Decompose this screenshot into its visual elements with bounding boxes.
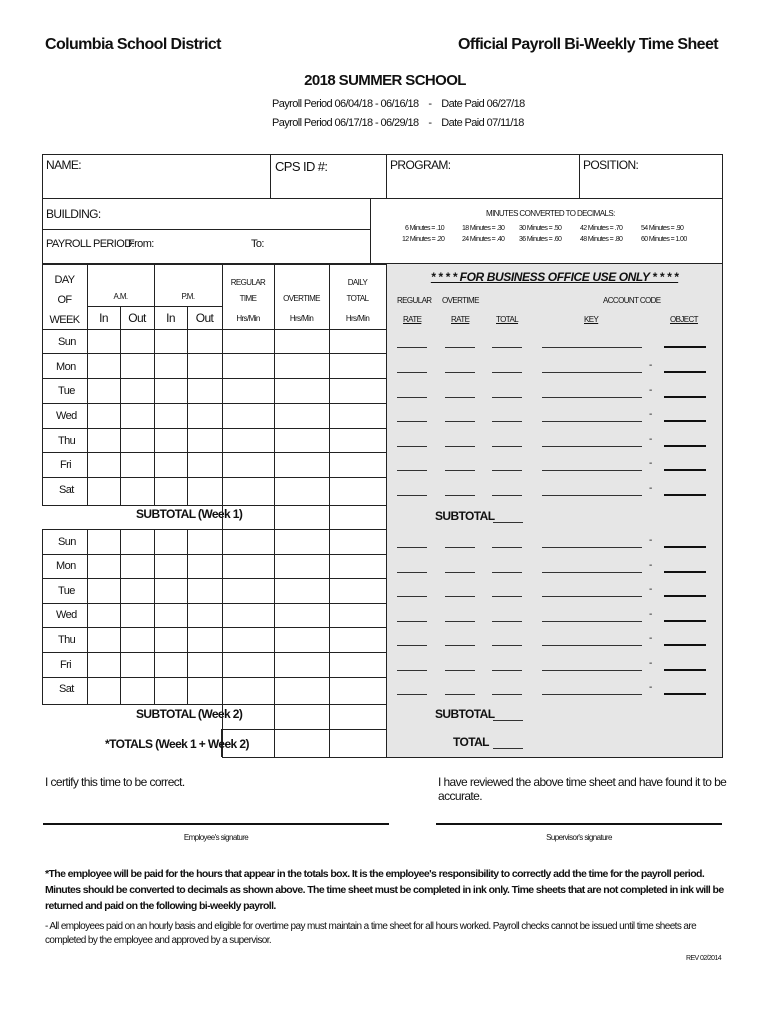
office-object-line[interactable] bbox=[664, 620, 706, 622]
office-overtime-header: OVERTIME bbox=[442, 296, 479, 305]
minutes-30: 30 Minutes = .50 bbox=[519, 225, 562, 232]
grid-line bbox=[87, 306, 222, 307]
header-am-in: In bbox=[99, 311, 108, 325]
minutes-48: 48 Minutes = .80 bbox=[580, 236, 623, 243]
header-of: OF bbox=[57, 294, 72, 306]
office-grand-total-line[interactable] bbox=[493, 748, 523, 749]
office-key-line[interactable] bbox=[542, 421, 642, 422]
reviewed-text: I have reviewed the above time sheet and have found it to be accurate. bbox=[438, 775, 727, 803]
office-regular-rate-line[interactable] bbox=[397, 446, 427, 447]
grid-line bbox=[222, 729, 386, 730]
header-hrsmin-regular: Hrs/Min bbox=[236, 314, 260, 323]
office-total-line[interactable] bbox=[492, 694, 522, 695]
subtotal-week2-label: SUBTOTAL (Week 2) bbox=[136, 707, 243, 721]
totals-label: *TOTALS (Week 1 + Week 2) bbox=[105, 737, 249, 751]
office-key-line[interactable] bbox=[542, 372, 642, 373]
office-object-line[interactable] bbox=[664, 644, 706, 646]
program-field[interactable]: PROGRAM: bbox=[390, 158, 451, 172]
payroll-period-1: Payroll Period 06/04/18 - 06/16/18 - Date Paid 06/27/18 bbox=[272, 98, 525, 110]
minutes-18: 18 Minutes = .30 bbox=[462, 225, 505, 232]
subtotal-week1-label: SUBTOTAL (Week 1) bbox=[136, 507, 243, 521]
header-regular: REGULAR bbox=[230, 278, 266, 287]
w1-day-sat: Sat bbox=[59, 484, 74, 496]
grid-line bbox=[42, 477, 386, 478]
office-key-dash: - bbox=[649, 633, 652, 644]
grid-line bbox=[222, 757, 386, 758]
grid-line bbox=[42, 264, 386, 265]
from-field[interactable]: From: bbox=[128, 238, 154, 250]
payroll-period-label: PAYROLL PERIOD: bbox=[46, 238, 134, 250]
name-field[interactable]: NAME: bbox=[46, 158, 82, 172]
office-rate-overtime: RATE bbox=[451, 315, 470, 324]
office-use-title-text: * * * * FOR BUSINESS OFFICE USE ONLY * * * * bbox=[430, 270, 679, 284]
grid-line bbox=[386, 264, 387, 758]
office-object-line[interactable] bbox=[664, 420, 706, 422]
office-key-dash: - bbox=[649, 385, 652, 396]
header-pm-out: Out bbox=[195, 311, 214, 325]
employee-signature-label: Employee's signature bbox=[183, 833, 249, 842]
office-object-line[interactable] bbox=[664, 595, 706, 597]
office-key-dash: - bbox=[649, 483, 652, 494]
office-subtotal-week2-line[interactable] bbox=[493, 720, 523, 721]
minutes-36: 36 Minutes = .60 bbox=[519, 236, 562, 243]
office-key-dash: - bbox=[649, 434, 652, 445]
office-key-line[interactable] bbox=[542, 470, 642, 471]
office-total-line[interactable] bbox=[492, 547, 522, 548]
office-overtime-rate-line[interactable] bbox=[445, 694, 475, 695]
header-am: A.M. bbox=[113, 292, 128, 301]
w1-day-mon: Mon bbox=[56, 361, 76, 373]
employee-signature-line[interactable] bbox=[43, 823, 389, 825]
office-regular-header: REGULAR bbox=[397, 296, 432, 305]
grid-line bbox=[187, 306, 188, 505]
grid-line bbox=[120, 306, 121, 505]
w1-day-fri: Fri bbox=[60, 459, 72, 471]
office-overtime-rate-line[interactable] bbox=[445, 621, 475, 622]
w2-day-tue: Tue bbox=[58, 585, 75, 597]
note-totals: *The employee will be paid for the hours that appear in the totals box. It is the employee's responsibility to correctly add the time for the payroll period. Minutes should be converted to decimals as shown above. The time sheet must be completed in ink only. Time sheets that are not completed in ink will be returned and paid on the following bi-weekly payroll. bbox=[45, 868, 724, 912]
office-subtotal-week1-line[interactable] bbox=[493, 522, 523, 523]
office-key-dash: - bbox=[649, 560, 652, 571]
office-overtime-rate-line[interactable] bbox=[445, 446, 475, 447]
header-total: TOTAL bbox=[346, 294, 369, 303]
office-overtime-rate-line[interactable] bbox=[445, 397, 475, 398]
grid-line bbox=[120, 529, 121, 704]
note-hourly-employees: - All employees paid on an hourly basis and eligible for overtime pay must maintain a time sheet for all hours worked. Payroll checks cannot be issued until time sheets are completed by the employee and approved by a supervisor. bbox=[45, 921, 697, 946]
office-key-dash: - bbox=[649, 584, 652, 595]
w2-day-fri: Fri bbox=[60, 659, 72, 671]
office-key-line[interactable] bbox=[542, 694, 642, 695]
grid-line bbox=[329, 529, 330, 704]
office-key-header: KEY bbox=[584, 315, 599, 324]
grid-line bbox=[222, 529, 223, 704]
minutes-42: 42 Minutes = .70 bbox=[580, 225, 623, 232]
grid-line bbox=[42, 704, 386, 705]
office-overtime-rate-line[interactable] bbox=[445, 421, 475, 422]
office-key-dash: - bbox=[649, 535, 652, 546]
building-field[interactable]: BUILDING: bbox=[46, 207, 101, 221]
grid-line bbox=[42, 329, 386, 330]
office-rate-regular: RATE bbox=[403, 315, 422, 324]
header-hrsmin-daily: Hrs/Min bbox=[345, 314, 370, 323]
office-key-line[interactable] bbox=[542, 347, 642, 348]
form-title: Official Payroll Bi-Weekly Time Sheet bbox=[458, 36, 718, 53]
office-key-dash: - bbox=[649, 658, 652, 669]
grid-line bbox=[154, 529, 155, 704]
grid-line bbox=[187, 529, 188, 704]
minutes-6: 6 Minutes = .10 bbox=[405, 225, 445, 232]
office-key-dash: - bbox=[649, 360, 652, 371]
header-hrsmin-overtime: Hrs/Min bbox=[289, 314, 314, 323]
office-overtime-rate-line[interactable] bbox=[445, 572, 475, 573]
w1-day-tue: Tue bbox=[58, 385, 75, 397]
office-object-line[interactable] bbox=[664, 346, 706, 348]
office-overtime-rate-line[interactable] bbox=[445, 372, 475, 373]
office-overtime-rate-line[interactable] bbox=[445, 670, 475, 671]
office-total-line[interactable] bbox=[492, 621, 522, 622]
minutes-60: 60 Minutes = 1.00 bbox=[641, 236, 687, 243]
grid-line bbox=[329, 704, 330, 758]
office-total-line[interactable] bbox=[492, 645, 522, 646]
office-regular-rate-line[interactable] bbox=[397, 421, 427, 422]
office-key-line[interactable] bbox=[542, 621, 642, 622]
to-field[interactable]: To: bbox=[251, 238, 264, 250]
office-subtotal-week1: SUBTOTAL bbox=[435, 509, 495, 523]
revision-label: REV 02/2014 bbox=[686, 955, 722, 962]
header-overtime: OVERTIME bbox=[283, 294, 320, 303]
header-pm: P.M. bbox=[181, 292, 195, 301]
office-regular-rate-line[interactable] bbox=[397, 397, 427, 398]
grid-line bbox=[42, 378, 386, 379]
office-regular-rate-line[interactable] bbox=[397, 596, 427, 597]
grid-line bbox=[42, 353, 386, 354]
grid-line bbox=[329, 505, 330, 529]
office-key-dash: - bbox=[649, 409, 652, 420]
grid-line bbox=[42, 578, 386, 579]
grid-line bbox=[42, 505, 386, 506]
office-total-line[interactable] bbox=[492, 495, 522, 496]
grid-line bbox=[222, 529, 386, 530]
office-key-line[interactable] bbox=[542, 645, 642, 646]
office-total-line[interactable] bbox=[492, 347, 522, 348]
w2-day-sat: Sat bbox=[59, 683, 74, 695]
district-name: Columbia School District bbox=[45, 36, 221, 53]
w2-day-wed: Wed bbox=[56, 609, 77, 621]
office-regular-rate-line[interactable] bbox=[397, 372, 427, 373]
w1-day-thu: Thu bbox=[58, 435, 76, 447]
office-object-header: OBJECT bbox=[670, 315, 698, 324]
header-pm-in: In bbox=[166, 311, 175, 325]
office-key-line[interactable] bbox=[542, 572, 642, 573]
office-subtotal-week2: SUBTOTAL bbox=[435, 707, 495, 721]
office-object-line[interactable] bbox=[664, 396, 706, 398]
office-key-dash: - bbox=[649, 682, 652, 693]
office-total-line[interactable] bbox=[492, 572, 522, 573]
office-overtime-rate-line[interactable] bbox=[445, 596, 475, 597]
grid-line bbox=[87, 529, 88, 704]
header-day: DAY bbox=[54, 274, 75, 286]
office-total-line[interactable] bbox=[492, 596, 522, 597]
minutes-title: MINUTES CONVERTED TO DECIMALS: bbox=[486, 209, 615, 218]
office-regular-rate-line[interactable] bbox=[397, 495, 427, 496]
office-total-line[interactable] bbox=[492, 446, 522, 447]
office-key-dash: - bbox=[649, 609, 652, 620]
office-regular-rate-line[interactable] bbox=[397, 547, 427, 548]
office-regular-rate-line[interactable] bbox=[397, 645, 427, 646]
grid-line bbox=[42, 603, 386, 604]
w2-day-thu: Thu bbox=[58, 634, 76, 646]
grid-line bbox=[274, 529, 275, 704]
office-key-line[interactable] bbox=[542, 397, 642, 398]
supervisor-signature-label: Supervisor's signature bbox=[546, 833, 612, 842]
office-overtime-rate-line[interactable] bbox=[445, 495, 475, 496]
office-total-header: TOTAL bbox=[496, 315, 519, 324]
certify-text: I certify this time to be correct. bbox=[45, 775, 185, 789]
office-regular-rate-line[interactable] bbox=[397, 572, 427, 573]
office-object-line[interactable] bbox=[664, 469, 706, 471]
office-use-title bbox=[386, 270, 723, 284]
office-overtime-rate-line[interactable] bbox=[445, 645, 475, 646]
header-daily: DAILY bbox=[347, 278, 368, 287]
payroll-period-2: Payroll Period 06/17/18 - 06/29/18 - Date Paid 07/11/18 bbox=[272, 117, 524, 129]
grid-line bbox=[42, 627, 386, 628]
office-total-line[interactable] bbox=[492, 670, 522, 671]
office-regular-rate-line[interactable] bbox=[397, 694, 427, 695]
minutes-12: 12 Minutes = .20 bbox=[402, 236, 445, 243]
office-object-line[interactable] bbox=[664, 571, 706, 573]
position-field[interactable]: POSITION: bbox=[583, 158, 639, 172]
office-object-line[interactable] bbox=[664, 494, 706, 496]
supervisor-signature-line[interactable] bbox=[436, 823, 722, 825]
grid-line bbox=[274, 505, 275, 529]
w1-day-wed: Wed bbox=[56, 410, 77, 422]
header-time: TIME bbox=[239, 294, 257, 303]
office-regular-rate-line[interactable] bbox=[397, 670, 427, 671]
office-total-line[interactable] bbox=[492, 421, 522, 422]
office-key-dash: - bbox=[649, 458, 652, 469]
office-key-line[interactable] bbox=[542, 670, 642, 671]
office-total-line[interactable] bbox=[492, 397, 522, 398]
office-total-line[interactable] bbox=[492, 470, 522, 471]
grid-line bbox=[42, 428, 386, 429]
w1-day-sun: Sun bbox=[58, 336, 76, 348]
office-object-line[interactable] bbox=[664, 445, 706, 447]
header-week: WEEK bbox=[49, 314, 80, 326]
w2-day-mon: Mon bbox=[56, 560, 76, 572]
office-account-code-header: ACCOUNT CODE bbox=[603, 296, 661, 305]
office-regular-rate-line[interactable] bbox=[397, 621, 427, 622]
office-regular-rate-line[interactable] bbox=[397, 347, 427, 348]
minutes-24: 24 Minutes = .40 bbox=[462, 236, 505, 243]
office-object-line[interactable] bbox=[664, 693, 706, 695]
grid-line bbox=[42, 452, 386, 453]
minutes-54: 54 Minutes = .90 bbox=[641, 225, 684, 232]
office-key-line[interactable] bbox=[542, 446, 642, 447]
grid-line bbox=[42, 529, 222, 530]
w2-day-sun: Sun bbox=[58, 536, 76, 548]
office-object-line[interactable] bbox=[664, 546, 706, 548]
grid-line bbox=[42, 403, 386, 404]
cps-id-field[interactable]: CPS ID #: bbox=[275, 159, 328, 174]
office-key-line[interactable] bbox=[542, 547, 642, 548]
form-subtitle: 2018 SUMMER SCHOOL bbox=[304, 72, 466, 89]
grid-line bbox=[42, 652, 386, 653]
office-regular-rate-line[interactable] bbox=[397, 470, 427, 471]
office-total-line[interactable] bbox=[492, 372, 522, 373]
office-object-line[interactable] bbox=[664, 669, 706, 671]
office-overtime-rate-line[interactable] bbox=[445, 547, 475, 548]
office-object-line[interactable] bbox=[664, 371, 706, 373]
grid-line bbox=[42, 677, 386, 678]
office-overtime-rate-line[interactable] bbox=[445, 347, 475, 348]
header-am-out: Out bbox=[128, 311, 146, 325]
grid-line bbox=[42, 554, 386, 555]
grid-line bbox=[274, 704, 275, 758]
office-overtime-rate-line[interactable] bbox=[445, 470, 475, 471]
office-grand-total: TOTAL bbox=[453, 735, 489, 749]
office-key-line[interactable] bbox=[542, 596, 642, 597]
office-key-line[interactable] bbox=[542, 495, 642, 496]
